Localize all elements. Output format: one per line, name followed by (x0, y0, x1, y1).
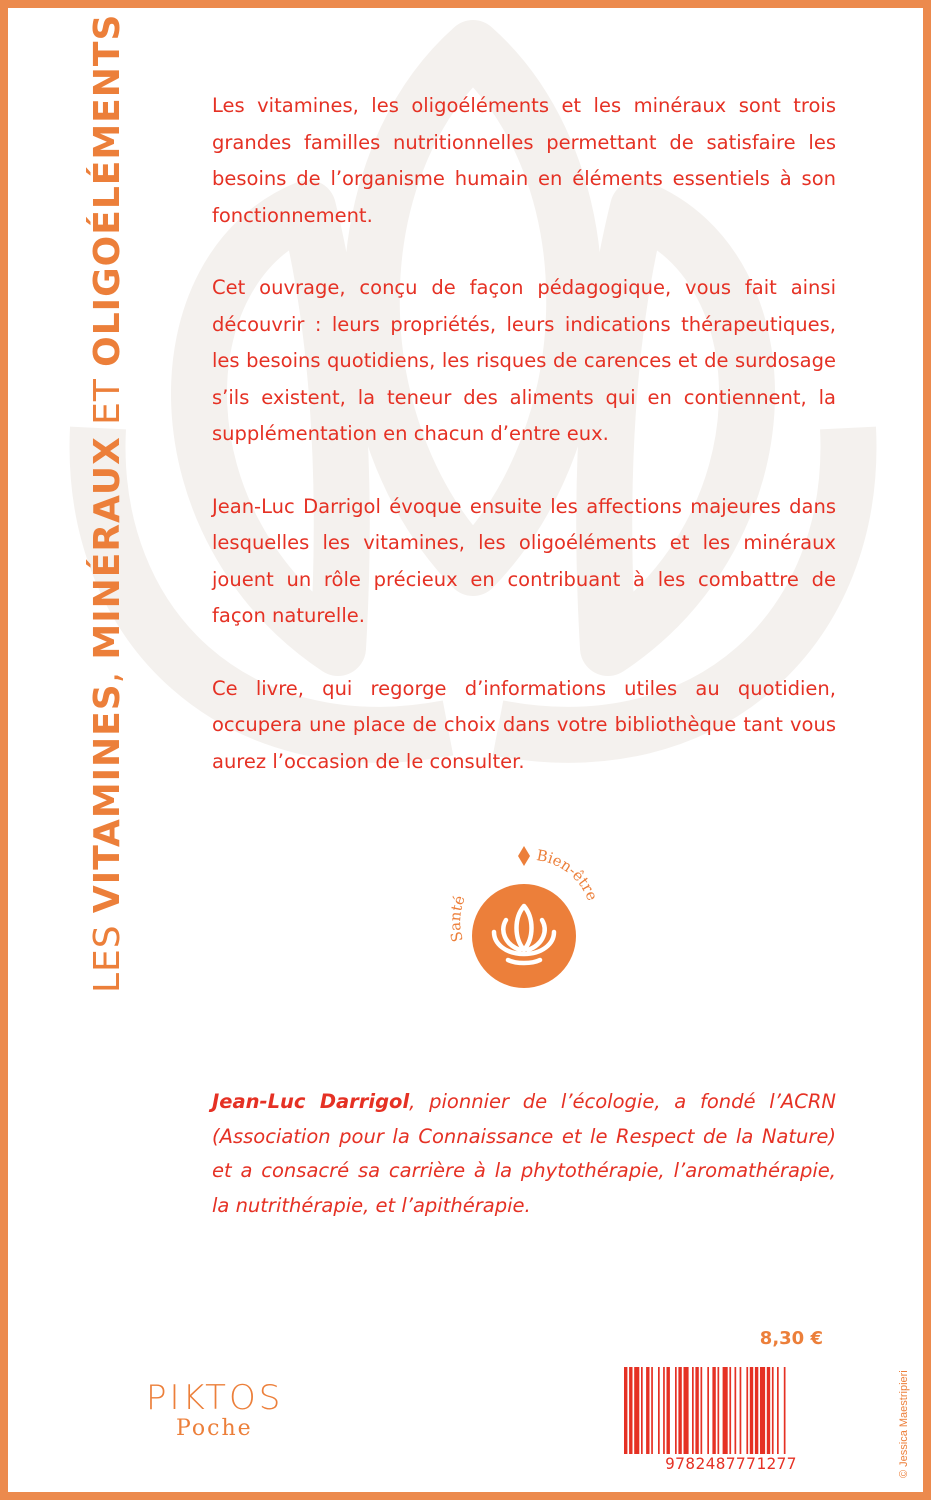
barcode-bar (695, 1367, 698, 1455)
spine-title-oligoelements: OLIGOÉLÉMENTS (87, 13, 128, 367)
blurb-paragraph-2: Cet ouvrage, conçu de façon pédagogique, vous fait ainsi découvrir : leurs propriétés, leurs indications thérapeutiques, les besoins quotidiens, les risques de carences et de surdosage s’ils existent, la teneur des aliments qui en contiennent, la supplémentation en chacun d’entre eux. (212, 276, 836, 445)
back-cover-blurb (212, 88, 836, 816)
author-bio-paragraph (212, 1085, 836, 1223)
barcode-bar (750, 1367, 753, 1455)
barcode-bar (755, 1367, 758, 1455)
barcode-bar (718, 1367, 720, 1455)
barcode-bar (658, 1367, 660, 1455)
publisher-logo (146, 1378, 284, 1458)
barcode-number: 9782487771277 (622, 1454, 840, 1473)
barcode-bar (667, 1367, 670, 1455)
barcode-bar (784, 1367, 786, 1455)
barcode-bar (646, 1367, 649, 1455)
barcode-bar (767, 1367, 770, 1455)
barcode-bar (651, 1367, 653, 1455)
spine-title-vitamines: VITAMINES (87, 683, 128, 914)
barcode-bar (684, 1367, 689, 1455)
svg-text:Santé (446, 893, 469, 944)
barcode-bar (777, 1367, 779, 1455)
blurb-paragraph-1: Les vitamines, les oligoéléments et les minéraux sont trois grandes familles nutritionnelles permettant de satisfaire les besoins de l’organisme humain en éléments essentiels à son fonctionnement. (212, 94, 836, 227)
barcode-bar (772, 1367, 774, 1455)
photo-credit: © Jessica Maestripieri (898, 1370, 910, 1478)
price-label: 8,30 € (759, 1328, 823, 1349)
author-bio (212, 1085, 836, 1223)
barcode-bar (723, 1367, 728, 1455)
barcode-bar (641, 1367, 643, 1455)
author-bio-text: , pionnier de l’écologie, a fondé l’ACRN (Association pour la Connaissance et le Respect de la Nature) et a consacré sa carrière à la phytothérapie, l’aromathérapie, la nutrithérapie, et l’apithérapie. (212, 1090, 837, 1217)
barcode-bar (675, 1367, 677, 1455)
barcode-bar (707, 1367, 709, 1455)
spine-title-mineraux: MINÉRAUX (87, 436, 128, 660)
barcode-bar (760, 1367, 765, 1455)
barcode-bar (629, 1367, 632, 1455)
spine-title-et: ET (87, 378, 128, 425)
barcode-bar (729, 1367, 731, 1455)
barcode-bar (712, 1367, 715, 1455)
barcode-bar (678, 1367, 681, 1455)
spine-title (85, 13, 129, 993)
blurb-paragraph-3: Jean-Luc Darrigol évoque ensuite les affections majeures dans lesquelles les vitamines, les oligoéléments et les minéraux jouent un rôle précieux en contribuant à les combattre de façon naturelle. (212, 494, 836, 627)
barcode-bar (740, 1367, 742, 1455)
sante-bien-etre-emblem (444, 828, 604, 998)
barcode-bar (663, 1367, 665, 1455)
barcode-bar (692, 1367, 694, 1455)
barcode-bar (634, 1367, 639, 1455)
publisher-logo-poche: Poche (176, 1416, 253, 1441)
spine-title-comma: , (87, 670, 128, 684)
barcode-bar (701, 1367, 703, 1455)
barcode-bar (735, 1367, 737, 1455)
author-name: Jean-Luc Darrigol (212, 1090, 410, 1113)
blurb-paragraph-4: Ce livre, qui regorge d’informations utiles au quotidien, occupera une place de choix dans votre bibliothèque tant vous aurez l’occasion de le consulter. (212, 676, 836, 773)
emblem-bien-etre-text: Bien-être (535, 846, 602, 904)
emblem-diamond-icon (518, 846, 530, 866)
emblem-sante-text: Santé (446, 893, 469, 944)
barcode-bar (746, 1367, 748, 1455)
spine-title-les: LES (87, 924, 128, 993)
publisher-logo-piktos: PIKTOS (146, 1378, 284, 1418)
barcode-bar (624, 1367, 627, 1455)
